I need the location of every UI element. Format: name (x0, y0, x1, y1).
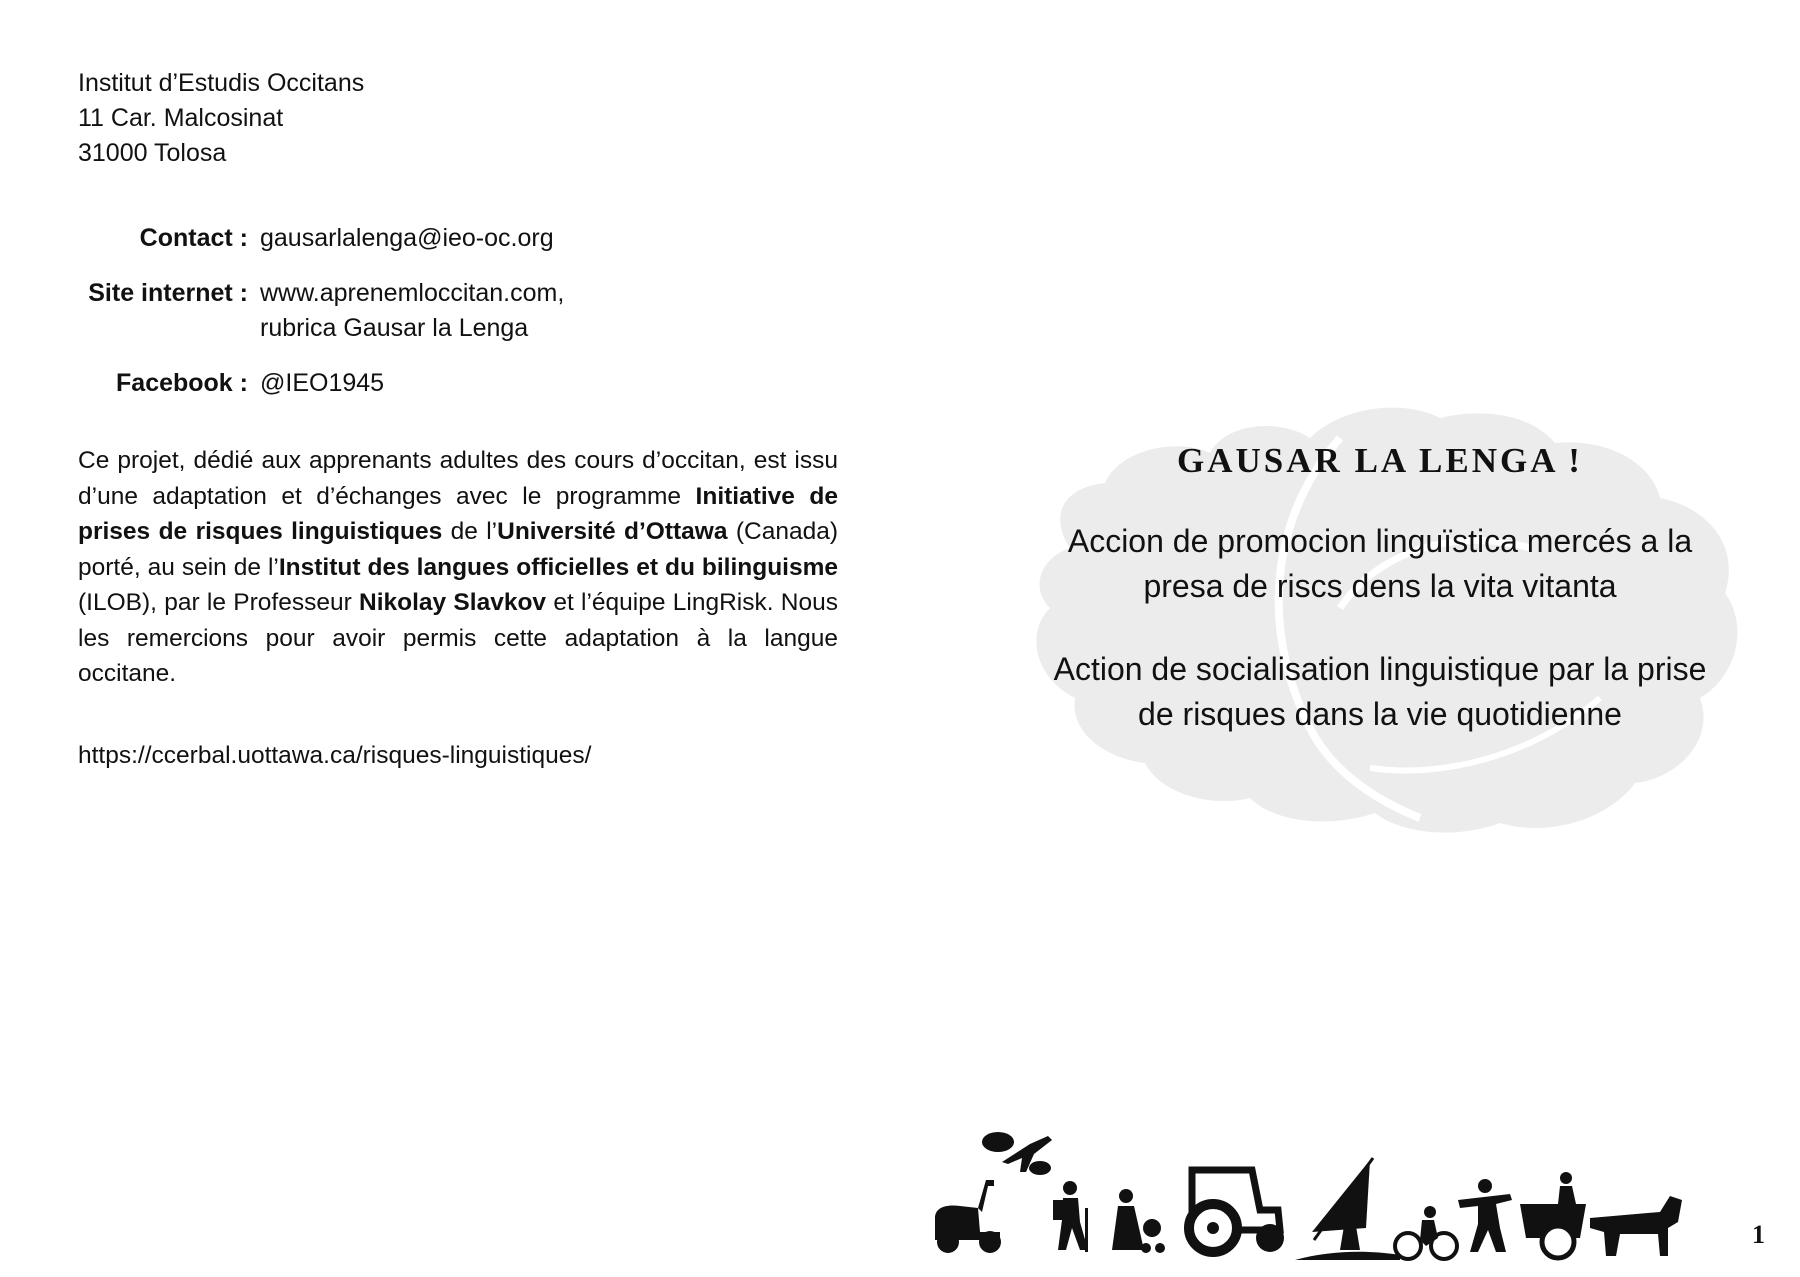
institute-name: Institut des langues officielles et du bilinguisme (278, 553, 838, 581)
para-text-3: (Canada) porté, au sein de l’ (78, 518, 839, 581)
site-section: rubrica Gausar la Lenga (260, 314, 529, 342)
tractor-icon (1189, 1170, 1284, 1252)
address-line-1: Institut d’Estudis Occitans (78, 69, 365, 97)
facebook-handle[interactable]: @IEO1945 (260, 369, 385, 397)
contact-list (78, 221, 838, 401)
page-number: 1 (1752, 1220, 1765, 1249)
airplane-icon (982, 1132, 1052, 1175)
tagline-occitan (990, 519, 1770, 609)
right-page (990, 395, 1770, 737)
cyclist-icon (1395, 1206, 1457, 1259)
para-text-5: et l’équipe LingRisk. Nous les remercions pour avoir permis cette adaptation à la langue occitane. (78, 589, 838, 687)
person-with-stroller-icon (1112, 1189, 1165, 1253)
activity-icons-strip (930, 1100, 1730, 1265)
tagline-french-line-2: de risques dans la vie quotidienne (1138, 696, 1622, 732)
left-page (78, 66, 838, 773)
para-text-2: de l’ (442, 518, 498, 545)
tagline-french (990, 647, 1770, 737)
site-label: Site internet : (88, 279, 248, 307)
site-url[interactable]: www.aprenemloccitan.com, (260, 279, 565, 307)
windsurfer-icon (1295, 1158, 1400, 1260)
tagline-french-line-1: Action de socialisation linguistique par la prise (1053, 651, 1707, 687)
facebook-row (78, 366, 838, 401)
site-value (260, 276, 838, 346)
dancer-icon (1458, 1179, 1512, 1252)
para-text-1: Ce projet, dédié aux apprenants adultes des cours d’occitan, est issu d’une adaptation et d’échanges avec le programme (78, 447, 838, 510)
address-block (78, 66, 838, 171)
project-paragraph (78, 443, 838, 692)
para-text-4: (ILOB), par le Professeur (78, 589, 359, 616)
university-name: Université d’Ottawa (497, 518, 728, 545)
horse-cart-icon (1520, 1172, 1682, 1258)
tagline-occitan-line-2: presa de riscs dens la vita vitanta (1143, 568, 1617, 604)
program-name: Initiative de prises de risques linguistiques (78, 482, 838, 545)
hiker-icon (1053, 1181, 1088, 1252)
facebook-label: Facebook : (116, 369, 248, 397)
scooter-icon (935, 1180, 1001, 1253)
site-row (78, 276, 838, 346)
contact-email[interactable]: gausarlalenga@ieo-oc.org (260, 224, 554, 252)
address-line-2: 11 Car. Malcosinat (78, 104, 284, 132)
contact-row (78, 221, 838, 256)
project-url[interactable]: https://ccerbal.uottawa.ca/risques-linguistiques/ (78, 741, 592, 769)
address-line-3: 31000 Tolosa (78, 139, 227, 167)
contact-label: Contact : (139, 224, 248, 252)
professor-name: Nikolay Slavkov (359, 589, 547, 616)
tagline-occitan-line-1: Accion de promocion linguïstica mercés a la (1067, 523, 1693, 559)
booklet-title: GAUSAR LA LENGA ! (1177, 441, 1583, 480)
